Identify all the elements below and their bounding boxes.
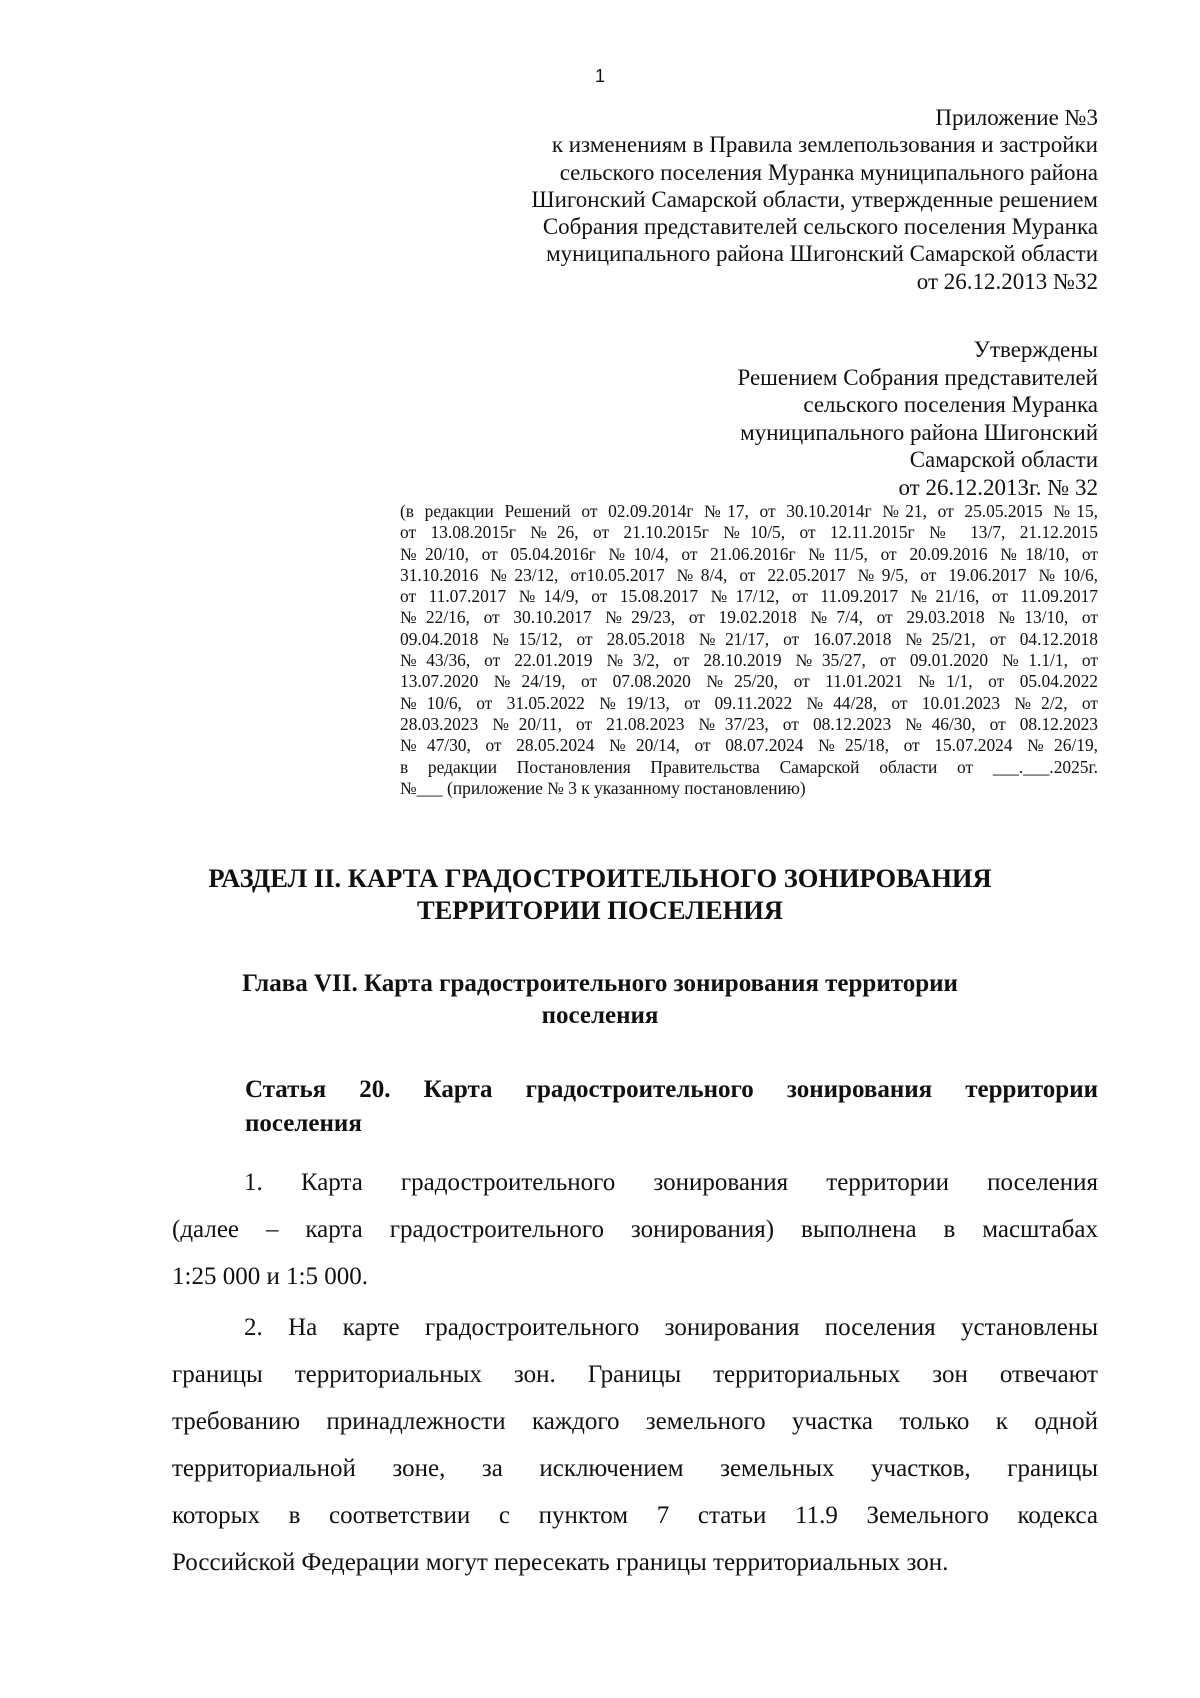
amendment-line: 31.10.2016 №23/12, от10.05.2017 №8/4, от 22.05.2017 №9/5, от 19.06.2017 №10/6, — [400, 564, 1098, 585]
approval-line: Самарской области — [909, 447, 1098, 472]
paragraph-line: Российской Федерации могут пересекать границы территориальных зон. — [172, 1549, 949, 1576]
approval-line: сельского поселения Муранка — [803, 392, 1098, 417]
paragraph-line: 1:25 000 и 1:5 000. — [172, 1263, 369, 1290]
amendment-line: 13.07.2020 №24/19, от 07.08.2020 №25/20, от 11.01.2021 №1/1, от 05.04.2022 — [400, 671, 1098, 692]
amendment-line: от 13.08.2015г №26, от 21.10.2015г №10/5, от 12.11.2015г № 13/7, 21.12.2015 — [400, 522, 1098, 543]
approval-line: Решением Собрания представителей — [737, 364, 1098, 390]
amendment-line: №43/36, от 22.01.2019 №3/2, от 28.10.2019 №35/27, от 09.01.2020 №1.1/1, от — [400, 650, 1098, 671]
amendment-line: 09.04.2018 №15/12, от 28.05.2018 №21/17, от 16.07.2018 №25/21, от 04.12.2018 — [400, 628, 1098, 649]
approval-line: от 26.12.2013г. № 32 — [898, 474, 1098, 500]
paragraph-1 — [172, 1159, 1098, 1300]
appendix-line: Шигонский Самарской области, утвержденные решением — [531, 186, 1098, 212]
section-title — [150, 862, 1050, 926]
appendix-line: муниципального района Шигонский Самарской области — [546, 241, 1098, 267]
amendment-line: (в редакции Решений от 02.09.2014г №17, от 30.10.2014г №21, от 25.05.2015 №15, — [400, 501, 1098, 521]
approval-stamp — [737, 336, 1098, 501]
page-number: 1 — [594, 66, 605, 86]
article-title-line: поселения — [245, 1110, 362, 1137]
appendix-line: сельского поселения Муранка муниципального района — [559, 159, 1098, 185]
amendment-line: №47/30, от 28.05.2024 №20/14, от 08.07.2024 №25/18, от 15.07.2024 №26/19, — [400, 735, 1098, 756]
paragraph-line: требованию принадлежности каждого земельного участка только к одной — [172, 1408, 1098, 1435]
amendment-line: №20/10, от 05.04.2016г №10/4, от 21.06.2016г №11/5, от 20.09.2016 №18/10, от — [400, 543, 1098, 564]
section-title-line: ТЕРРИТОРИИ ПОСЕЛЕНИЯ — [416, 895, 784, 925]
chapter-title-line: Глава VII. Карта градостроительного зонирования территории — [242, 970, 958, 997]
article-title — [245, 1073, 1098, 1141]
paragraph-line: территориальной зоне, за исключением земельных участков, границы — [172, 1455, 1098, 1482]
appendix-line: от 26.12.2013 №32 — [916, 268, 1098, 294]
paragraph-2 — [172, 1304, 1098, 1586]
amendment-line: от 11.07.2017 №14/9, от 15.08.2017 №17/12, от 11.09.2017 №21/16, от 11.09.2017 — [400, 586, 1098, 607]
amendments-note — [400, 501, 1098, 799]
amendment-line: №10/6, от 31.05.2022 №19/13, от 09.11.2022 №44/28, от 10.01.2023 №2/2, от — [400, 692, 1098, 713]
paragraph-line: которых в соответствии с пунктом 7 статьи 11.9 Земельного кодекса — [172, 1502, 1098, 1529]
approval-line: муниципального района Шигонский — [740, 419, 1098, 445]
paragraph-line: границы территориальных зон. Границы территориальных зон отвечают — [172, 1361, 1098, 1388]
paragraph-line: 2. На карте градостроительного зонирования поселения установлены — [244, 1314, 1098, 1341]
amendment-line: №___ (приложение № 3 к указанному постановлению) — [400, 777, 806, 798]
appendix-line: Приложение №3 — [935, 105, 1098, 130]
appendix-line: к изменениям в Правила землепользования и застройки — [551, 132, 1098, 158]
amendment-line: 28.03.2023 №20/11, от 21.08.2023 №37/23, от 08.12.2023 №46/30, от 08.12.2023 — [400, 713, 1098, 734]
article-title-line: Статья 20. Карта градостроительного зонирования территории — [245, 1076, 1098, 1103]
chapter-title — [150, 968, 1050, 1032]
appendix-header — [531, 104, 1098, 295]
amendment-line: №22/16, от 30.10.2017 №29/23, от 19.02.2018 №7/4, от 29.03.2018 №13/10, от — [400, 607, 1098, 628]
chapter-title-line: поселения — [541, 1002, 659, 1029]
paragraph-line: (далее – карта градостроительного зонирования) выполнена в масштабах — [172, 1216, 1098, 1243]
approval-line: Утверждены — [973, 337, 1098, 362]
section-title-line: РАЗДЕЛ II. КАРТА ГРАДОСТРОИТЕЛЬНОГО ЗОНИРОВАНИЯ — [208, 863, 992, 893]
paragraph-line: 1. Карта градостроительного зонирования территории поселения — [244, 1169, 1098, 1196]
amendment-line: в редакции Постановления Правительства Самарской области от ___.___.2025г. — [400, 756, 1098, 777]
appendix-line: Собрания представителей сельского поселения Муранка — [542, 214, 1098, 240]
